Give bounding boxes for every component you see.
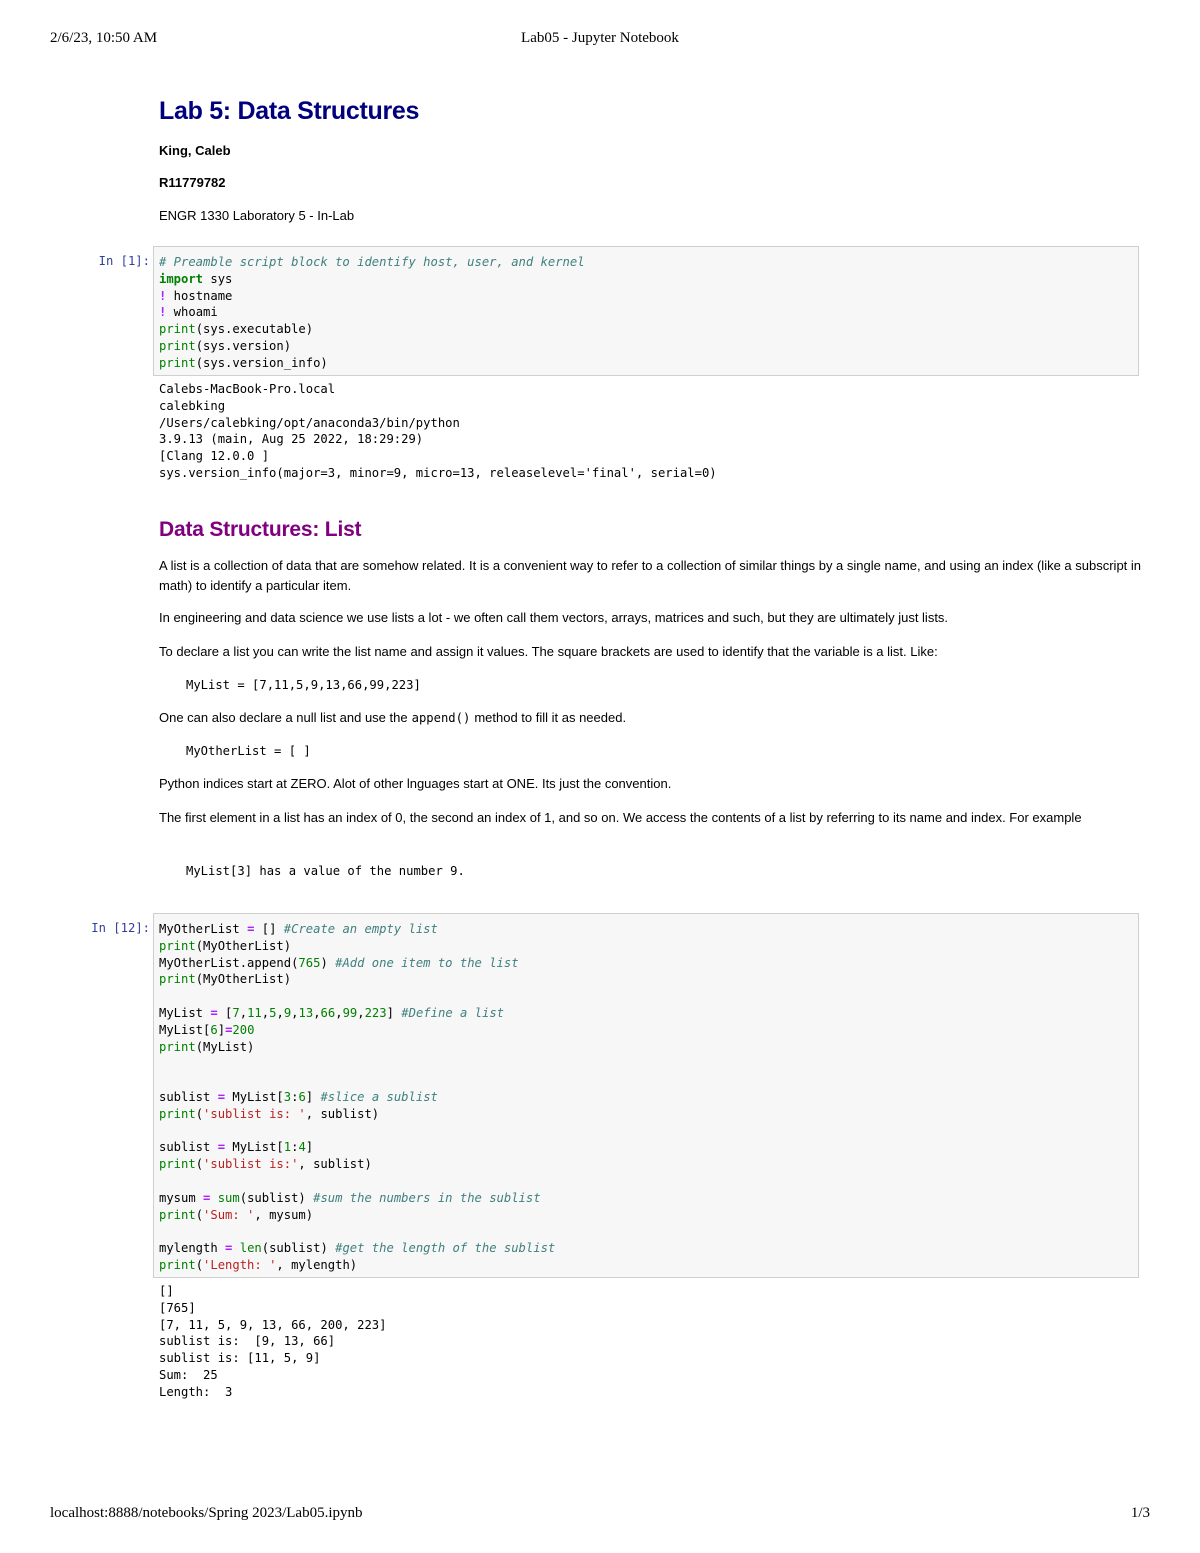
code-line: [159, 1207, 1133, 1224]
code-token: ,: [313, 1005, 321, 1020]
code-token: (: [195, 1207, 204, 1222]
paragraph-first-element: The first element in a list has an index of 0, the second an index of 1, and so on. We access the contents of a list by referring to its name and index. For example: [159, 810, 1082, 825]
code-token: ]: [386, 1005, 402, 1020]
code-line: [159, 304, 1133, 321]
code-token: ]: [217, 1022, 226, 1037]
code-line: [159, 1072, 1133, 1089]
author-name: King, Caleb: [159, 143, 231, 158]
code-token: mylength: [159, 1241, 226, 1256]
code-token: MyList[: [225, 1140, 284, 1155]
code-line: [159, 1022, 1133, 1039]
code-token: 6: [298, 1089, 306, 1104]
null-list-text-after: method to fill it as needed.: [474, 710, 627, 725]
code-token: ,: [261, 1005, 270, 1020]
output-line: [7, 11, 5, 9, 13, 66, 200, 223]: [159, 1317, 387, 1332]
paragraph-list-definition: A list is a collection of data that are somehow related. It is a convenient way to refer to a collection of similar things by a single name, and using an index (like a subscript in math) to identify a particular item.: [159, 558, 1142, 593]
code-token: 1: [283, 1140, 292, 1155]
code-line: [159, 1123, 1133, 1140]
code-token: !: [159, 305, 167, 320]
code-token: , mysum): [254, 1207, 314, 1222]
output-line: /Users/calebking/opt/anaconda3/bin/python: [159, 415, 460, 430]
code-line: [159, 955, 1133, 972]
code-token: hostname: [166, 288, 233, 303]
code-token: 66: [320, 1005, 336, 1020]
code-token: (sys.version_info): [195, 355, 328, 370]
output-line: [Clang 12.0.0 ]: [159, 449, 270, 464]
code-cell-2[interactable]: [153, 913, 1139, 1278]
code-token: print: [159, 355, 196, 370]
course-line: ENGR 1330 Laboratory 5 - In-Lab: [159, 208, 355, 223]
code-token: [210, 1191, 217, 1205]
code-token: print: [159, 972, 196, 987]
code-token: , sublist): [305, 1106, 380, 1121]
code-token: # Preamble script block to identify host, user, and kernel: [159, 255, 585, 269]
output-line: sublist is: [11, 5, 9]: [159, 1351, 321, 1366]
code-token: len: [239, 1241, 262, 1256]
code-token: #Create an empty list: [283, 922, 438, 936]
paragraph-declare-list: To declare a list you can write the list name and assign it values. The square brackets are used to identify that the variable is a list. Like:: [159, 644, 938, 659]
code-token: 'sublist is: ': [203, 1106, 306, 1121]
print-page-title: Lab05 - Jupyter Notebook: [521, 30, 679, 46]
code-line: [159, 254, 1133, 271]
code-token: 13: [298, 1005, 314, 1020]
code-token: whoami: [166, 305, 218, 320]
code-token: (sublist): [261, 1241, 336, 1256]
code-token: print: [159, 1207, 196, 1222]
code-token: 3: [283, 1089, 292, 1104]
code-token: print: [159, 322, 196, 337]
code-token: 223: [364, 1005, 387, 1020]
code-token: ,: [357, 1005, 365, 1020]
code-token: =: [247, 922, 255, 936]
code-token: , mylength): [276, 1257, 358, 1272]
code-token: 'sublist is:': [203, 1157, 299, 1172]
output-line: Length: 3: [159, 1384, 233, 1399]
code-line: [159, 1089, 1133, 1106]
code-line: [159, 1139, 1133, 1156]
code-line: [159, 1005, 1133, 1022]
code-line: [159, 938, 1133, 955]
code-line: [159, 1106, 1133, 1123]
code-token: #get the length of the sublist: [335, 1241, 556, 1256]
code-token: MyList[: [159, 1022, 211, 1037]
code-token: print: [159, 338, 196, 353]
code-token: ,: [335, 1005, 343, 1020]
section-heading: Data Structures: List: [159, 518, 362, 541]
output-line: Sum: 25: [159, 1367, 218, 1382]
cell-output-1: [159, 381, 717, 482]
code-token: import: [159, 271, 204, 286]
print-header: [50, 30, 1150, 50]
code-token: =: [225, 1241, 233, 1256]
append-inline-code: append(): [411, 711, 471, 725]
code-token: MyOtherList.append(: [159, 955, 299, 970]
code-token: =: [203, 1190, 211, 1205]
code-token: print: [159, 1257, 196, 1272]
code-token: (MyList): [195, 1039, 255, 1054]
code-token: MyList: [159, 1005, 211, 1020]
code-token: (: [195, 1257, 204, 1272]
code-token: ,: [291, 1005, 299, 1020]
code-token: 7: [232, 1005, 240, 1020]
print-footer: [50, 1505, 1150, 1525]
code-token: sublist: [159, 1089, 218, 1104]
code-token: ]: [305, 1140, 314, 1155]
code-line: [159, 271, 1133, 288]
paragraph-indices: Python indices start at ZERO. Alot of other lnguages start at ONE. Its just the convention.: [159, 776, 672, 791]
code-token: :: [291, 1089, 299, 1104]
code-token: 200: [232, 1022, 255, 1037]
notebook-title: Lab 5: Data Structures: [159, 97, 420, 125]
code-line: [159, 921, 1133, 938]
code-token: MyOtherList: [159, 922, 248, 936]
code-token: print: [159, 1157, 196, 1172]
paragraph-engineering-lists: In engineering and data science we use lists a lot - we often call them vectors, arrays, matrices and such, but they are ultimately just lists.: [159, 610, 949, 625]
code-line: [159, 1156, 1133, 1173]
code-token: print: [159, 1039, 196, 1054]
code-token: =: [217, 1089, 226, 1104]
print-url: localhost:8888/notebooks/Spring 2023/Lab05.ipynb: [50, 1505, 363, 1521]
code-token: []: [254, 922, 284, 936]
code-token: 9: [283, 1005, 292, 1020]
code-token: (sys.executable): [195, 322, 314, 337]
code-token: print: [159, 1106, 196, 1121]
null-list-text-before: One can also declare a null list and use the: [159, 710, 408, 725]
code-token: (: [195, 1106, 204, 1121]
output-line: 3.9.13 (main, Aug 25 2022, 18:29:29): [159, 432, 424, 447]
code-line: [159, 1173, 1133, 1190]
code-token: 6: [210, 1022, 218, 1037]
code-token: [232, 1241, 239, 1255]
output-line: Calebs-MacBook-Pro.local: [159, 382, 336, 396]
cell-prompt-1: In [1]:: [98, 254, 150, 268]
code-token: 11: [247, 1005, 262, 1020]
output-line: [765]: [159, 1300, 196, 1315]
code-token: #Add one item to the list: [335, 955, 519, 970]
code-token: 4: [298, 1140, 306, 1155]
code-token: #sum the numbers in the sublist: [313, 1190, 541, 1205]
code-line: [159, 988, 1133, 1005]
code-token: print: [159, 938, 196, 953]
code-token: sum: [217, 1190, 240, 1205]
code-line: [159, 1190, 1133, 1207]
code-token: ,: [276, 1005, 284, 1020]
example-code-myotherlist: MyOtherList = [ ]: [186, 744, 311, 758]
code-token: =: [217, 1140, 226, 1155]
code-token: (sublist): [239, 1190, 314, 1205]
code-token: (sys.version): [195, 338, 292, 353]
code-token: , sublist): [298, 1157, 372, 1172]
code-line: [159, 355, 1133, 372]
code-token: [: [217, 1005, 233, 1020]
code-token: 765: [298, 955, 321, 970]
code-token: =: [225, 1022, 233, 1037]
print-page-number: 1/3: [1130, 1505, 1150, 1521]
example-code-mylist: MyList = [7,11,5,9,13,66,99,223]: [186, 678, 421, 692]
code-token: ,: [239, 1005, 248, 1020]
output-line: sublist is: [9, 13, 66]: [159, 1334, 336, 1349]
code-token: (MyOtherList): [195, 938, 292, 953]
code-token: !: [159, 288, 167, 303]
output-line: []: [159, 1284, 174, 1298]
code-token: =: [210, 1005, 218, 1020]
code-token: 99: [342, 1005, 358, 1020]
paragraph-null-list: [159, 708, 1144, 728]
code-token: ]: [305, 1089, 321, 1104]
code-token: sublist: [159, 1140, 218, 1155]
code-token: (: [195, 1157, 204, 1172]
code-token: (MyOtherList): [195, 972, 292, 987]
code-token: #Define a list: [401, 1005, 505, 1020]
example-code-index: MyList[3] has a value of the number 9.: [186, 864, 465, 878]
code-line: [159, 971, 1133, 988]
output-line: sys.version_info(major=3, minor=9, micro=13, releaselevel='final', serial=0): [159, 465, 717, 480]
code-token: 'Sum: ': [203, 1207, 255, 1222]
code-token: :: [291, 1140, 299, 1155]
code-token: #slice a sublist: [320, 1089, 438, 1104]
code-line: [159, 1039, 1133, 1056]
code-token: mysum: [159, 1190, 204, 1205]
code-line: [159, 1257, 1133, 1274]
output-line: calebking: [159, 398, 226, 413]
code-line: [159, 321, 1133, 338]
code-line: [159, 1223, 1133, 1240]
code-token: 5: [269, 1005, 277, 1020]
student-rnumber: R11779782: [159, 175, 226, 190]
code-line: [159, 1240, 1133, 1257]
code-cell-1[interactable]: [153, 246, 1139, 376]
cell-output-2: [159, 1283, 386, 1401]
code-line: [159, 338, 1133, 355]
code-token: ): [320, 955, 336, 970]
code-token: sys: [203, 271, 233, 286]
code-token: 'Length: ': [203, 1257, 277, 1272]
code-line: [159, 288, 1133, 305]
code-line: [159, 1055, 1133, 1072]
code-token: MyList[: [225, 1089, 284, 1104]
cell-prompt-2: In [12]:: [91, 921, 150, 935]
print-datetime: 2/6/23, 10:50 AM: [50, 30, 158, 46]
